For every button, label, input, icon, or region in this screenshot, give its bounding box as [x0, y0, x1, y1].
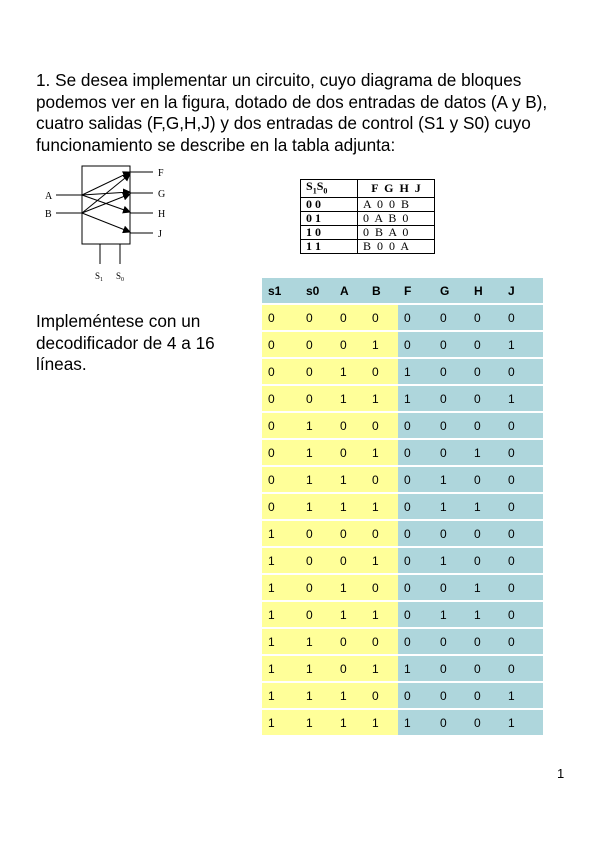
truth-output-cell: 0 — [502, 521, 543, 546]
truth-output-cell: 0 — [468, 332, 502, 357]
truth-input-cell: 1 — [334, 386, 366, 411]
output-label-h: H — [158, 209, 166, 220]
truth-output-cell: 0 — [434, 656, 468, 681]
function-table-row — [301, 240, 435, 254]
truth-row — [262, 521, 543, 546]
truth-output-cell: 1 — [468, 440, 502, 465]
block-diagram — [38, 162, 188, 287]
truth-input-cell: 1 — [334, 494, 366, 519]
truth-row — [262, 305, 543, 330]
truth-output-cell: 0 — [398, 305, 434, 330]
page-number: 1 — [557, 766, 565, 781]
truth-input-cell: 0 — [334, 521, 366, 546]
truth-output-cell: 0 — [398, 440, 434, 465]
truth-row — [262, 710, 543, 735]
truth-output-cell: 0 — [468, 548, 502, 573]
truth-input-cell: 0 — [334, 548, 366, 573]
truth-input-cell: 0 — [334, 629, 366, 654]
truth-input-cell: 0 — [262, 467, 300, 492]
truth-row — [262, 413, 543, 438]
truth-output-cell: 0 — [434, 629, 468, 654]
truth-header-cell: J — [502, 278, 543, 303]
truth-input-cell: 1 — [300, 683, 334, 708]
truth-output-cell: 1 — [398, 710, 434, 735]
implementation-note: Impleméntese con un decodificador de 4 a 16 líneas. — [36, 311, 215, 374]
truth-header-cell: B — [366, 278, 398, 303]
truth-output-cell: 0 — [502, 305, 543, 330]
truth-output-cell: 0 — [502, 467, 543, 492]
truth-row — [262, 494, 543, 519]
function-table-select: 0 0 — [301, 198, 358, 212]
output-label-g: G — [158, 189, 166, 200]
truth-output-cell: 1 — [468, 575, 502, 600]
truth-output-cell: 0 — [398, 575, 434, 600]
truth-output-cell: 0 — [468, 386, 502, 411]
truth-output-cell: 0 — [468, 656, 502, 681]
truth-output-cell: 0 — [434, 521, 468, 546]
function-table-outputs: 0 B A 0 — [358, 226, 435, 240]
truth-input-cell: 1 — [366, 386, 398, 411]
truth-input-cell: 1 — [334, 710, 366, 735]
truth-output-cell: 0 — [434, 386, 468, 411]
function-table-row — [301, 226, 435, 240]
truth-output-cell: 1 — [468, 602, 502, 627]
function-table-header-outputs: F G H J — [358, 180, 435, 198]
truth-input-cell: 0 — [300, 359, 334, 384]
truth-input-cell: 1 — [300, 467, 334, 492]
truth-header-cell: F — [398, 278, 434, 303]
truth-output-cell: 1 — [434, 602, 468, 627]
output-label-j: J — [158, 229, 162, 240]
truth-output-cell: 0 — [502, 494, 543, 519]
truth-input-cell: 1 — [334, 602, 366, 627]
truth-output-cell: 0 — [434, 305, 468, 330]
truth-input-cell: 1 — [366, 440, 398, 465]
truth-header-cell: G — [434, 278, 468, 303]
truth-input-cell: 0 — [366, 359, 398, 384]
function-table-outputs: B 0 0 A — [358, 240, 435, 254]
truth-input-cell: 0 — [366, 521, 398, 546]
truth-input-cell: 0 — [262, 359, 300, 384]
function-table-select: 1 1 — [301, 240, 358, 254]
truth-input-cell: 1 — [262, 602, 300, 627]
truth-output-cell: 1 — [434, 467, 468, 492]
truth-output-cell: 1 — [502, 332, 543, 357]
truth-input-cell: 0 — [300, 548, 334, 573]
truth-row — [262, 386, 543, 411]
truth-input-cell: 1 — [262, 683, 300, 708]
truth-output-cell: 0 — [434, 710, 468, 735]
truth-input-cell: 1 — [262, 656, 300, 681]
truth-input-cell: 0 — [262, 494, 300, 519]
truth-output-cell: 0 — [468, 629, 502, 654]
truth-input-cell: 1 — [262, 575, 300, 600]
control-label-s1: $S_1$ — [95, 271, 104, 283]
truth-row — [262, 575, 543, 600]
input-label-a: A — [45, 191, 53, 202]
truth-output-cell: 0 — [434, 332, 468, 357]
truth-output-cell: 0 — [468, 359, 502, 384]
truth-input-cell: 1 — [300, 494, 334, 519]
truth-input-cell: 1 — [262, 629, 300, 654]
truth-input-cell: 0 — [300, 332, 334, 357]
function-table-header-select: $S_1S_0$ — [301, 180, 358, 198]
truth-input-cell: 0 — [366, 467, 398, 492]
truth-row — [262, 440, 543, 465]
truth-output-cell: 0 — [468, 305, 502, 330]
function-table-row — [301, 198, 435, 212]
truth-output-cell: 0 — [502, 575, 543, 600]
truth-input-cell: 1 — [334, 683, 366, 708]
truth-output-cell: 0 — [502, 413, 543, 438]
input-label-b: B — [45, 209, 52, 220]
truth-output-cell: 1 — [502, 710, 543, 735]
truth-input-cell: 0 — [262, 332, 300, 357]
truth-input-cell: 1 — [334, 359, 366, 384]
truth-input-cell: 0 — [366, 413, 398, 438]
truth-input-cell: 1 — [300, 413, 334, 438]
function-table — [300, 179, 435, 254]
truth-output-cell: 0 — [468, 710, 502, 735]
truth-output-cell: 1 — [398, 386, 434, 411]
truth-input-cell: 1 — [262, 710, 300, 735]
truth-input-cell: 1 — [366, 710, 398, 735]
problem-statement: 1. Se desea implementar un circuito, cuyo diagrama de bloques podemos ver en la figura, dotado de dos entradas de datos (A y B), cuatro salidas (F,G,H,J) y dos entradas de control (S1 y S0) cuyo funcionamiento se describe en la tabla adjunta: — [36, 70, 548, 155]
truth-input-cell: 0 — [300, 386, 334, 411]
truth-input-cell: 0 — [262, 305, 300, 330]
truth-input-cell: 1 — [262, 521, 300, 546]
truth-output-cell: 0 — [468, 413, 502, 438]
truth-input-cell: 1 — [366, 656, 398, 681]
truth-output-cell: 0 — [502, 440, 543, 465]
truth-output-cell: 0 — [398, 521, 434, 546]
truth-output-cell: 1 — [434, 494, 468, 519]
truth-row — [262, 359, 543, 384]
truth-output-cell: 0 — [434, 683, 468, 708]
truth-input-cell: 0 — [300, 575, 334, 600]
truth-input-cell: 0 — [366, 683, 398, 708]
function-table-select: 1 0 — [301, 226, 358, 240]
truth-input-cell: 0 — [262, 413, 300, 438]
truth-output-cell: 0 — [502, 602, 543, 627]
truth-row — [262, 656, 543, 681]
truth-header-cell: H — [468, 278, 502, 303]
truth-input-cell: 1 — [366, 548, 398, 573]
truth-input-cell: 0 — [334, 305, 366, 330]
truth-input-cell: 1 — [300, 440, 334, 465]
truth-input-cell: 0 — [300, 602, 334, 627]
truth-output-cell: 0 — [468, 467, 502, 492]
truth-input-cell: 1 — [300, 656, 334, 681]
function-table-header — [301, 180, 435, 198]
truth-row — [262, 548, 543, 573]
truth-input-cell: 0 — [262, 386, 300, 411]
block-box — [82, 166, 130, 244]
truth-output-cell: 0 — [398, 602, 434, 627]
truth-input-cell: 0 — [366, 305, 398, 330]
function-table-select: 0 1 — [301, 212, 358, 226]
truth-table-header — [262, 278, 543, 303]
truth-input-cell: 0 — [262, 440, 300, 465]
truth-input-cell: 0 — [300, 521, 334, 546]
truth-input-cell: 1 — [366, 332, 398, 357]
truth-output-cell: 0 — [434, 359, 468, 384]
output-label-f: F — [158, 168, 164, 179]
function-table-outputs: A 0 0 B — [358, 198, 435, 212]
truth-input-cell: 1 — [262, 548, 300, 573]
truth-input-cell: 1 — [300, 629, 334, 654]
truth-input-cell: 1 — [334, 575, 366, 600]
truth-input-cell: 0 — [334, 656, 366, 681]
truth-input-cell: 1 — [366, 494, 398, 519]
truth-row — [262, 602, 543, 627]
truth-output-cell: 1 — [398, 656, 434, 681]
truth-output-cell: 0 — [468, 683, 502, 708]
truth-header-cell: A — [334, 278, 366, 303]
truth-output-cell: 0 — [502, 548, 543, 573]
truth-header-cell: s1 — [262, 278, 300, 303]
function-table-row — [301, 212, 435, 226]
truth-output-cell: 0 — [434, 413, 468, 438]
truth-output-cell: 0 — [398, 467, 434, 492]
truth-output-cell: 0 — [398, 683, 434, 708]
truth-output-cell: 0 — [434, 575, 468, 600]
truth-input-cell: 1 — [366, 602, 398, 627]
truth-input-cell: 0 — [366, 629, 398, 654]
truth-header-cell: s0 — [300, 278, 334, 303]
truth-table — [262, 276, 543, 737]
truth-output-cell: 0 — [502, 629, 543, 654]
truth-output-cell: 1 — [502, 683, 543, 708]
truth-output-cell: 0 — [434, 440, 468, 465]
truth-row — [262, 332, 543, 357]
control-label-s0: $S_0$ — [116, 271, 125, 283]
truth-output-cell: 0 — [502, 656, 543, 681]
truth-input-cell: 0 — [334, 413, 366, 438]
truth-input-cell: 0 — [334, 440, 366, 465]
truth-output-cell: 0 — [398, 629, 434, 654]
truth-input-cell: 1 — [300, 710, 334, 735]
truth-output-cell: 0 — [398, 494, 434, 519]
function-table-outputs: 0 A B 0 — [358, 212, 435, 226]
truth-input-cell: 0 — [300, 305, 334, 330]
truth-output-cell: 0 — [398, 548, 434, 573]
truth-output-cell: 0 — [468, 521, 502, 546]
truth-output-cell: 1 — [398, 359, 434, 384]
truth-row — [262, 629, 543, 654]
truth-row — [262, 683, 543, 708]
truth-output-cell: 1 — [468, 494, 502, 519]
truth-output-cell: 1 — [502, 386, 543, 411]
truth-input-cell: 0 — [334, 332, 366, 357]
truth-output-cell: 1 — [434, 548, 468, 573]
truth-input-cell: 1 — [334, 467, 366, 492]
truth-output-cell: 0 — [398, 413, 434, 438]
truth-row — [262, 467, 543, 492]
truth-output-cell: 0 — [502, 359, 543, 384]
truth-input-cell: 0 — [366, 575, 398, 600]
truth-output-cell: 0 — [398, 332, 434, 357]
